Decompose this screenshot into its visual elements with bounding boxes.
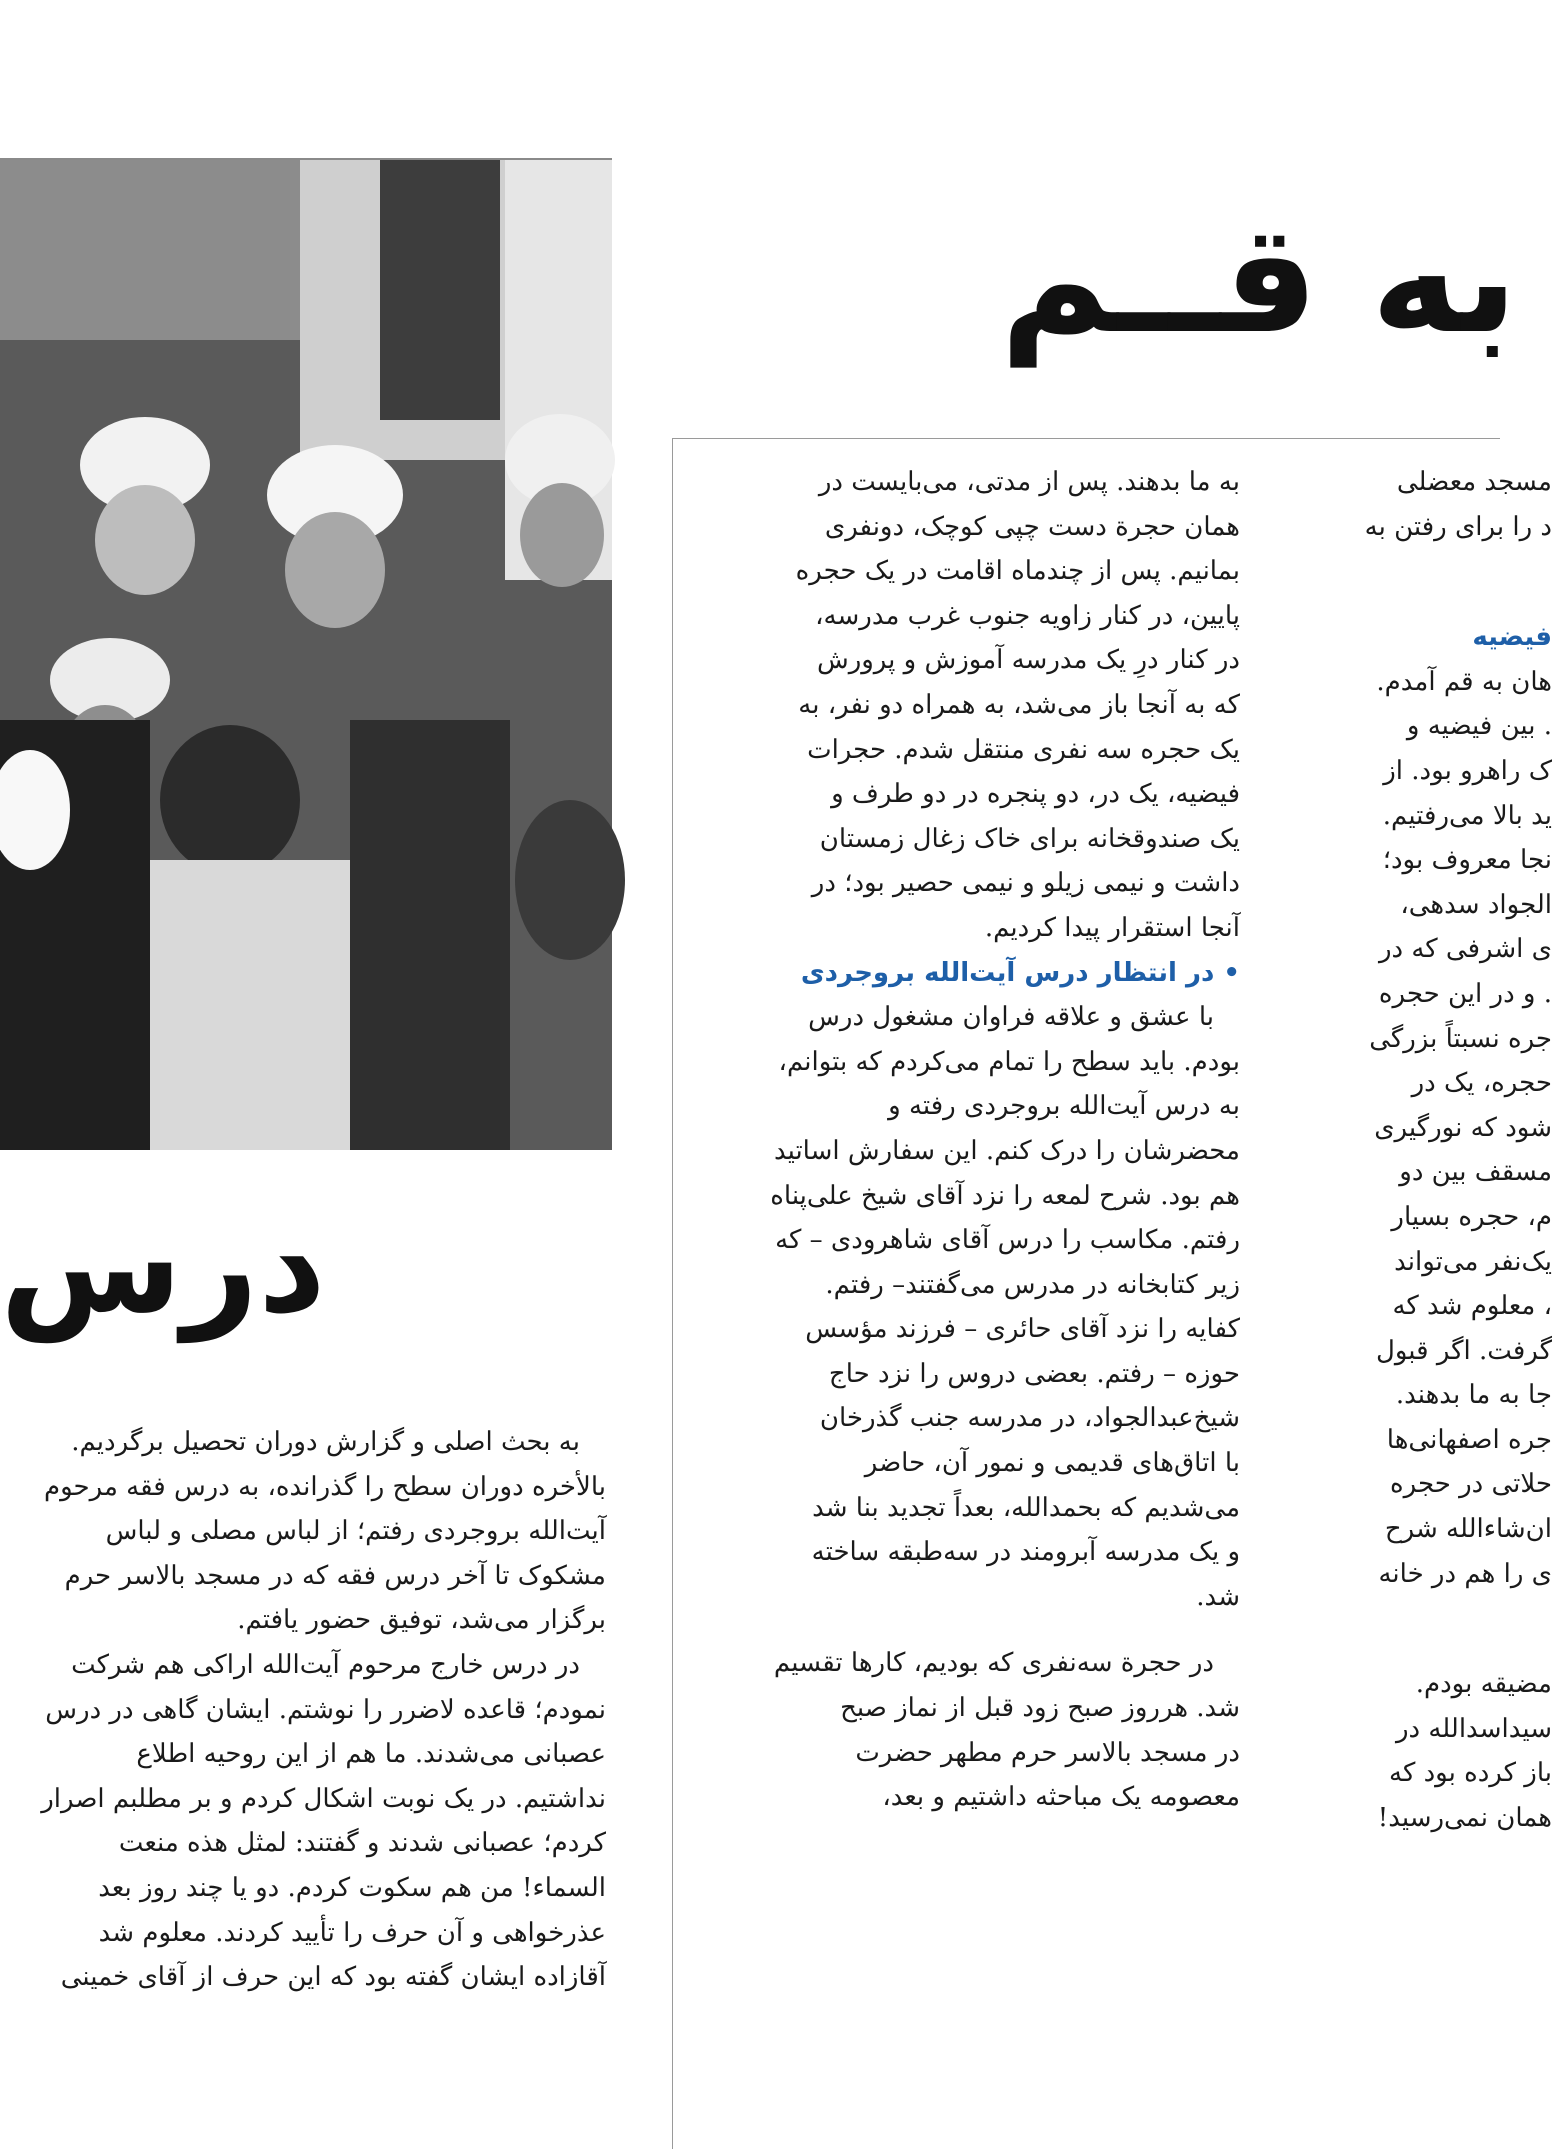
column-left-line: عذرخواهی و آن حرف را تأیید کردند. معلوم شد — [98, 1917, 606, 1948]
column-middle-line: همان حجرة دست چپی کوچک، دونفری — [824, 511, 1240, 542]
column-right-line: همان نمی‌رسید! — [1377, 1803, 1552, 1834]
column-left-line: آقازاده ایشان گفته بود که این حرف از آقای خمینی — [60, 1962, 606, 1993]
column-left-line: نمودم؛ قاعده لاضرر را نوشتم. ایشان گاهی در درس — [45, 1694, 606, 1725]
column-left-line: مشکوک تا آخر درس فقه که در مسجد بالاسر حرم — [64, 1560, 606, 1591]
column-left-line: آیت‌الله بروجردی رفتم؛ از لباس مصلی و لباس — [105, 1516, 606, 1547]
column-middle-line: که به آنجا باز می‌شد، به همراه دو نفر، به — [798, 689, 1240, 720]
column-middle-line: بمانیم. پس از چندماه اقامت در یک حجره — [795, 556, 1240, 587]
column-right-line: ان‌شاءالله شرح — [1384, 1514, 1552, 1545]
column-middle-line: یک صندوقخانه برای خاک زغال زمستان — [819, 823, 1240, 854]
column-right-line: یک‌نفر می‌تواند — [1394, 1246, 1552, 1277]
article-title-top: به قــم — [1000, 193, 1518, 367]
column-right-line: مضیقه بودم. — [1415, 1669, 1552, 1700]
section-heading-boroujerdi: • در انتظار درس آیت‌الله بروجردی — [800, 957, 1240, 988]
column-left-line: برگزار می‌شد، توفیق حضور یافتم. — [237, 1605, 606, 1636]
column-right-line: الجواد سدهی، — [1400, 889, 1552, 920]
column-right-line: هان به قم آمدم. — [1376, 666, 1552, 697]
column-right-line: مسجد معضلی — [1396, 467, 1552, 497]
column-middle-line: محضرشان را درک کنم. این سفارش اساتید — [773, 1135, 1240, 1166]
historical-photo — [0, 158, 612, 1150]
column-right-line: جره اصفهانی‌ها — [1386, 1424, 1552, 1455]
column-left-line: السماء! من هم سکوت کردم. دو یا چند روز بعد — [98, 1872, 606, 1903]
column-right-line: . بین فیضیه و — [1406, 711, 1552, 742]
column-right-line: شود که نورگیری — [1374, 1112, 1552, 1143]
photo-illustration — [0, 160, 612, 1150]
column-middle-line: معصومه یک مباحثه داشتیم و بعد، — [882, 1782, 1240, 1813]
column-left-line: به بحث اصلی و گزارش دوران تحصیل برگردیم. — [71, 1427, 580, 1457]
column-right-line: گرفت. اگر قبول — [1375, 1335, 1552, 1366]
column-middle-line: رفتم. مکاسب را درس آقای شاهرودی – که — [775, 1225, 1240, 1256]
column-right-line: نجا معروف بود؛ — [1382, 845, 1552, 876]
column-middle-line: آنجا استقرار پیدا کردیم. — [984, 912, 1240, 943]
column-left-line: در درس خارج مرحوم آیت‌الله اراکی هم شرکت — [71, 1649, 580, 1680]
column-rule-horizontal — [672, 438, 1500, 439]
column-middle-line: و یک مدرسه آبرومند در سه‌طبقه ساخته — [811, 1537, 1240, 1568]
column-right-line: ید بالا می‌رفتیم. — [1382, 800, 1552, 831]
column-middle-line: در مسجد بالاسر حرم مطهر حضرت — [855, 1737, 1240, 1768]
column-middle-line: در کنار درِ یک مدرسه آموزش و پرورش — [816, 645, 1240, 676]
column-right-line: سیداسدالله در — [1395, 1713, 1552, 1744]
column-left-line: عصبانی می‌شدند. ما هم از این روحیه اطلاع — [136, 1739, 606, 1770]
column-right-line: . و در این حجره — [1378, 978, 1552, 1009]
column-middle-line: یک حجره سه نفری منتقل شدم. حجرات — [807, 734, 1240, 765]
column-right-line: د را برای رفتن به — [1364, 511, 1552, 542]
column-right-line: ک راهرو بود. از — [1383, 755, 1552, 786]
column-right-line: باز کرده بود که — [1389, 1758, 1552, 1789]
column-middle-line: با عشق و علاقه فراوان مشغول درس — [808, 1002, 1214, 1033]
column-right-line: م، حجره بسیار — [1391, 1201, 1552, 1232]
column-middle-line: در حجرة سه‌نفری که بودیم، کارها تقسیم — [773, 1648, 1214, 1679]
column-right-line: حلاتی در حجره — [1390, 1469, 1552, 1500]
column-right-line: حجره، یک در — [1411, 1068, 1552, 1099]
article-column-left — [0, 1420, 606, 2149]
column-middle-line: کفایه را نزد آقای حائری – فرزند مؤسس — [805, 1314, 1240, 1345]
article-column-middle — [700, 460, 1240, 2149]
column-middle-line: پایین، در کنار زاویه جنوب غرب مدرسه، — [815, 600, 1240, 631]
column-middle-line: شد. — [1196, 1581, 1240, 1612]
column-middle-line: به ما بدهند. پس از مدتی، می‌بایست در — [818, 467, 1240, 497]
column-middle-line: هم بود. شرح لمعه را نزد آقای شیخ علی‌پناه — [770, 1180, 1240, 1211]
section-heading-faiziyeh: فیضیه — [1472, 622, 1552, 653]
article-column-right — [1290, 460, 1552, 2149]
column-right-line: ی را هم در خانه — [1378, 1558, 1552, 1589]
column-right-line: جره نسبتاً بزرگی — [1369, 1023, 1552, 1054]
column-right-line: ، معلوم شد که — [1392, 1291, 1552, 1322]
section-title-dars: درس — [0, 1189, 326, 1343]
column-middle-line: با اتاق‌های قدیمی و نمور آن، حاضر — [864, 1448, 1240, 1479]
column-right-line: جا به ما بدهند. — [1395, 1380, 1552, 1411]
column-middle-line: داشت و نیمی زیلو و نیمی حصیر بود؛ در — [811, 868, 1240, 899]
column-left-line: نداشتیم. در یک نوبت اشکال کردم و بر مطلبم اصرار — [41, 1783, 606, 1814]
column-middle-line: می‌شدیم که بحمدالله، بعداً تجدید بنا شد — [812, 1492, 1240, 1523]
column-right-line: مسقف بین دو — [1399, 1157, 1552, 1188]
column-middle-line: فیضیه، یک در، دو پنجره در دو طرف و — [831, 779, 1240, 810]
column-left-line: کردم؛ عصبانی شدند و گفتند: لمثل هذه منعت — [118, 1828, 606, 1859]
column-middle-line: شد. هرروز صبح زود قبل از نماز صبح — [840, 1693, 1240, 1724]
column-left-line: بالأخره دوران سطح را گذرانده، به درس فقه مرحوم — [44, 1471, 606, 1502]
column-middle-line: بودم. باید سطح را تمام می‌کردم که بتوانم، — [778, 1046, 1240, 1077]
column-right-line: ی اشرفی که در — [1378, 934, 1552, 965]
column-rule-vertical — [672, 438, 673, 2149]
column-middle-line: شیخ‌عبدالجواد، در مدرسه جنب گذرخان — [819, 1403, 1240, 1434]
column-middle-line: زیر کتابخانه در مدرس می‌گفتند– رفتم. — [825, 1269, 1240, 1300]
column-middle-line: حوزه – رفتم. بعضی دروس را نزد حاج — [828, 1358, 1240, 1389]
column-middle-line: به درس آیت‌الله بروجردی رفته و — [888, 1091, 1240, 1122]
